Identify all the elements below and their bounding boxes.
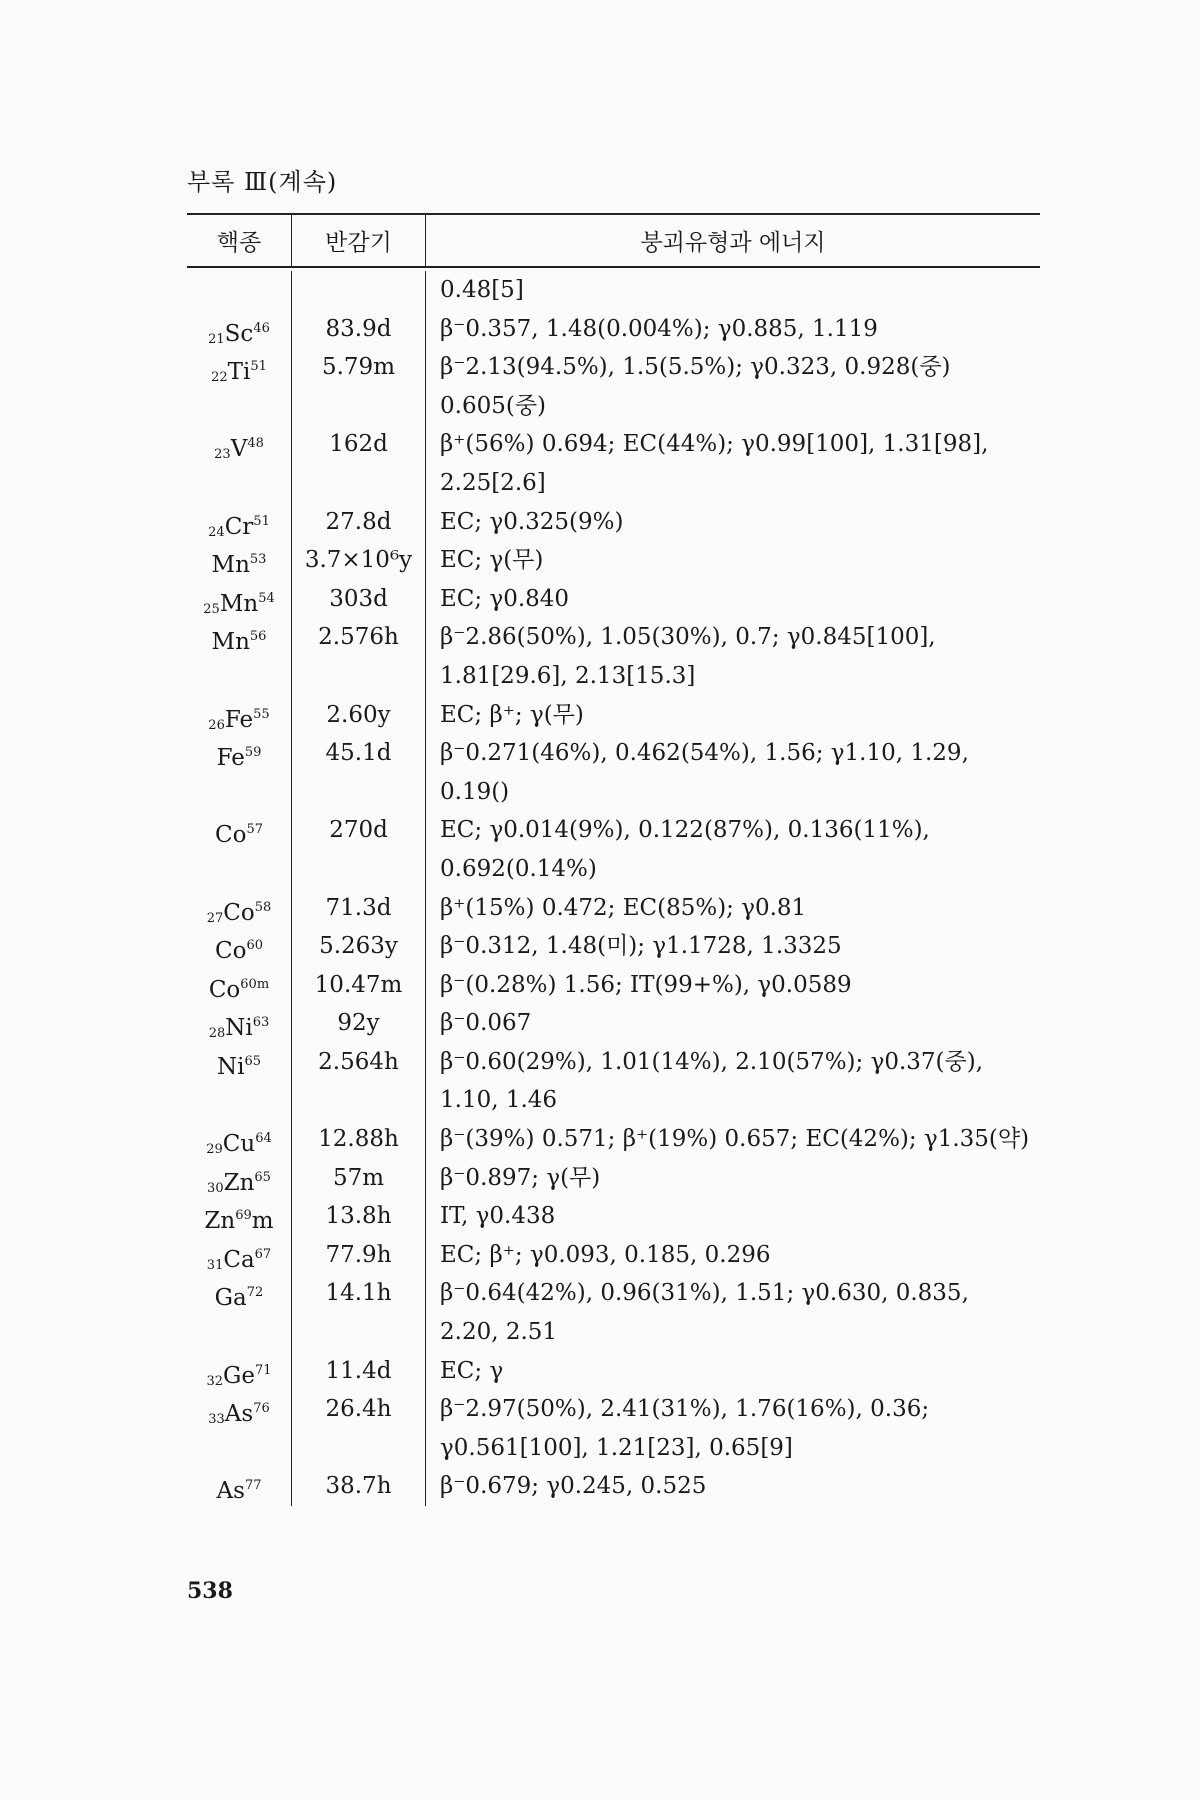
- mass-number: 55: [253, 706, 270, 722]
- element-symbol: Fe: [216, 745, 245, 772]
- atomic-number: 29: [206, 1142, 223, 1158]
- table-row: [187, 1004, 1040, 1043]
- table-row: [187, 1197, 1040, 1236]
- table-row: [187, 1081, 1040, 1120]
- decay-cell: 2.25[2.6]: [425, 464, 1040, 503]
- nuclide-cell: [187, 1043, 291, 1082]
- decay-cell: 2.20, 2.51: [425, 1313, 1040, 1352]
- nuclide-table: [187, 213, 1040, 1506]
- table-row: [187, 271, 1040, 310]
- element-symbol: As: [216, 1478, 245, 1505]
- table-row: [187, 387, 1040, 426]
- decay-cell: β⁻2.86(50%), 1.05(30%), 0.7; γ0.845[100],: [425, 618, 1040, 657]
- nuclide-cell: [187, 425, 291, 464]
- table-row: [187, 618, 1040, 657]
- table-row: [187, 1467, 1040, 1506]
- decay-cell: EC; β⁺; γ(무): [425, 696, 1040, 735]
- decay-cell: β⁺(15%) 0.472; EC(85%); γ0.81: [425, 889, 1040, 928]
- mass-number: 76: [253, 1401, 270, 1417]
- mass-number: 46: [253, 320, 270, 336]
- decay-cell: β⁻0.312, 1.48(미); γ1.1728, 1.3325: [425, 927, 1040, 966]
- element-symbol: Cu: [222, 1131, 256, 1158]
- halflife-cell: 303d: [291, 580, 425, 619]
- table-row: [187, 310, 1040, 349]
- decay-cell: EC; γ0.325(9%): [425, 503, 1040, 542]
- element-symbol: Co: [215, 822, 247, 849]
- decay-cell: 1.81[29.6], 2.13[15.3]: [425, 657, 1040, 696]
- halflife-cell: [291, 387, 425, 426]
- atomic-number: 28: [208, 1026, 226, 1042]
- halflife-cell: 5.79m: [291, 348, 425, 387]
- element-symbol: Ga: [214, 1285, 247, 1312]
- nuclide-cell: [187, 1352, 291, 1391]
- nuclide-cell: [187, 734, 291, 773]
- table-row: [187, 1352, 1040, 1391]
- mass-number: 65: [244, 1053, 262, 1069]
- decay-cell: β⁻(39%) 0.571; β⁺(19%) 0.657; EC(42%); γ1.35(약): [425, 1120, 1040, 1159]
- element-symbol: Fe: [224, 706, 254, 733]
- decay-cell: γ0.561[100], 1.21[23], 0.65[9]: [425, 1429, 1040, 1468]
- atomic-number: 33: [208, 1412, 225, 1428]
- element-symbol: Ni: [216, 1053, 245, 1080]
- nuclide-cell: [187, 850, 291, 889]
- mass-number: 51: [250, 359, 267, 375]
- halflife-cell: 3.7×10⁶y: [291, 541, 425, 580]
- nuclide-cell: [187, 618, 291, 657]
- table-row: [187, 425, 1040, 464]
- halflife-cell: [291, 1313, 425, 1352]
- nuclide-cell: [187, 966, 291, 1005]
- decay-cell: 0.605(중): [425, 387, 1040, 426]
- nuclide-cell: [187, 387, 291, 426]
- nuclide-cell: [187, 1429, 291, 1468]
- atomic-number: 22: [211, 370, 228, 386]
- halflife-cell: 83.9d: [291, 310, 425, 349]
- nuclide-cell: [187, 1390, 291, 1429]
- nuclide-cell: [187, 464, 291, 503]
- col-nuclide-header: 핵종: [216, 230, 262, 256]
- mass-number: 56: [249, 629, 267, 645]
- element-symbol: Ca: [223, 1246, 255, 1273]
- decay-cell: β⁺(56%) 0.694; EC(44%); γ0.99[100], 1.31[98],: [425, 425, 1040, 464]
- halflife-cell: [291, 657, 425, 696]
- nuclide-cell: [187, 1197, 291, 1236]
- decay-cell: β⁻0.64(42%), 0.96(31%), 1.51; γ0.630, 0.835,: [425, 1274, 1040, 1313]
- table-row: [187, 1429, 1040, 1468]
- element-symbol: Mn: [211, 629, 250, 656]
- atomic-number: 21: [208, 331, 225, 347]
- table-row: [187, 811, 1040, 850]
- page-number: 538: [187, 1578, 233, 1604]
- nuclide-cell: [187, 271, 291, 310]
- decay-cell: β⁻0.897; γ(무): [425, 1159, 1040, 1198]
- table-header: [187, 213, 1040, 268]
- mass-number: 77: [244, 1478, 262, 1494]
- nuclide-cell: [187, 657, 291, 696]
- decay-cell: β⁻0.60(29%), 1.01(14%), 2.10(57%); γ0.37(중),: [425, 1043, 1040, 1082]
- mass-number: 72: [246, 1285, 264, 1301]
- col-halflife-header: 반감기: [291, 215, 425, 266]
- halflife-cell: 2.576h: [291, 618, 425, 657]
- mass-number: 60: [246, 938, 263, 954]
- element-symbol: Sc: [224, 320, 254, 347]
- decay-cell: β⁻0.067: [425, 1004, 1040, 1043]
- halflife-cell: 162d: [291, 425, 425, 464]
- nuclide-cell: [187, 580, 291, 619]
- element-symbol: Ge: [223, 1362, 255, 1389]
- halflife-cell: 45.1d: [291, 734, 425, 773]
- element-symbol: Cr: [224, 513, 254, 540]
- decay-cell: EC; γ0.840: [425, 580, 1040, 619]
- element-symbol: Mn: [219, 590, 259, 617]
- nuclide-cell: [187, 1159, 291, 1198]
- mass-number: 71: [254, 1362, 272, 1378]
- mass-number: 63: [252, 1015, 270, 1031]
- nuclide-cell: [187, 889, 291, 928]
- table-row: [187, 541, 1040, 580]
- decay-cell: EC; β⁺; γ0.093, 0.185, 0.296: [425, 1236, 1040, 1275]
- nuclide-cell: [187, 927, 291, 966]
- halflife-cell: 71.3d: [291, 889, 425, 928]
- halflife-cell: 12.88h: [291, 1120, 425, 1159]
- table-row: [187, 773, 1040, 812]
- decay-cell: β⁻2.13(94.5%), 1.5(5.5%); γ0.323, 0.928(중): [425, 348, 1040, 387]
- nuclide-cell: [187, 503, 291, 542]
- atomic-number: 32: [206, 1373, 223, 1389]
- atomic-number: 23: [214, 447, 231, 463]
- decay-cell: β⁻0.679; γ0.245, 0.525: [425, 1467, 1040, 1506]
- table-row: [187, 734, 1040, 773]
- mass-number: 59: [244, 745, 262, 761]
- decay-cell: β⁻2.97(50%), 2.41(31%), 1.76(16%), 0.36;: [425, 1390, 1040, 1429]
- mass-number: 64: [255, 1131, 272, 1147]
- atomic-number: 24: [208, 524, 225, 540]
- halflife-cell: 11.4d: [291, 1352, 425, 1391]
- table-row: [187, 1120, 1040, 1159]
- halflife-cell: 26.4h: [291, 1390, 425, 1429]
- mass-number: 69: [235, 1208, 252, 1224]
- atomic-number: 31: [206, 1257, 224, 1273]
- element-symbol: V: [230, 436, 248, 463]
- halflife-cell: [291, 464, 425, 503]
- appendix-heading: 부록 Ⅲ(계속): [187, 168, 338, 196]
- table-row: [187, 850, 1040, 889]
- decay-cell: β⁻0.357, 1.48(0.004%); γ0.885, 1.119: [425, 310, 1040, 349]
- halflife-cell: 14.1h: [291, 1274, 425, 1313]
- decay-cell: 0.19(): [425, 773, 1040, 812]
- table-row: [187, 927, 1040, 966]
- element-symbol: Ni: [225, 1015, 253, 1042]
- nuclide-cell: [187, 811, 291, 850]
- mass-number: 51: [253, 513, 270, 529]
- table-row: [187, 503, 1040, 542]
- mass-number: 67: [254, 1246, 272, 1262]
- atomic-number: 26: [208, 717, 225, 733]
- halflife-cell: 77.9h: [291, 1236, 425, 1275]
- table-row: [187, 464, 1040, 503]
- decay-cell: 0.48[5]: [425, 271, 1040, 310]
- decay-cell: β⁻(0.28%) 1.56; IT(99+%), γ0.0589: [425, 966, 1040, 1005]
- nuclide-cell: [187, 1120, 291, 1159]
- element-symbol: Co: [208, 976, 241, 1003]
- atomic-number: 30: [207, 1180, 224, 1196]
- nuclide-cell: [187, 541, 291, 580]
- halflife-cell: 2.564h: [291, 1043, 425, 1082]
- element-symbol: Co: [215, 938, 247, 965]
- halflife-cell: 10.47m: [291, 966, 425, 1005]
- decay-cell: 1.10, 1.46: [425, 1081, 1040, 1120]
- halflife-cell: 38.7h: [291, 1467, 425, 1506]
- decay-cell: β⁻0.271(46%), 0.462(54%), 1.56; γ1.10, 1.29,: [425, 734, 1040, 773]
- table-row: [187, 1313, 1040, 1352]
- halflife-cell: 92y: [291, 1004, 425, 1043]
- table-row: [187, 580, 1040, 619]
- table-row: [187, 1236, 1040, 1275]
- table-row: [187, 889, 1040, 928]
- halflife-cell: 5.263y: [291, 927, 425, 966]
- element-symbol: Ti: [227, 359, 251, 386]
- nuclide-cell: [187, 1004, 291, 1043]
- element-symbol: As: [224, 1401, 254, 1428]
- element-symbol: Co: [223, 899, 255, 926]
- halflife-cell: 57m: [291, 1159, 425, 1198]
- nuclide-cell: [187, 1467, 291, 1506]
- table-row: [187, 1159, 1040, 1198]
- halflife-cell: [291, 1429, 425, 1468]
- nuclide-cell: [187, 1236, 291, 1275]
- table-row: [187, 696, 1040, 735]
- element-symbol: Zn: [223, 1169, 255, 1196]
- halflife-cell: 2.60y: [291, 696, 425, 735]
- table-row: [187, 348, 1040, 387]
- halflife-cell: [291, 271, 425, 310]
- isomer-suffix: m: [251, 1208, 274, 1235]
- halflife-cell: [291, 850, 425, 889]
- col-decay-header: 붕괴유형과 에너지: [425, 215, 1040, 266]
- halflife-cell: [291, 1081, 425, 1120]
- nuclide-cell: [187, 1274, 291, 1313]
- atomic-number: 25: [203, 601, 220, 617]
- table-row: [187, 966, 1040, 1005]
- decay-cell: 0.692(0.14%): [425, 850, 1040, 889]
- table-row: [187, 1390, 1040, 1429]
- halflife-cell: [291, 773, 425, 812]
- nuclide-cell: [187, 310, 291, 349]
- nuclide-cell: [187, 1081, 291, 1120]
- halflife-cell: 27.8d: [291, 503, 425, 542]
- element-symbol: Zn: [204, 1208, 236, 1235]
- mass-number: 54: [258, 590, 275, 606]
- halflife-cell: 13.8h: [291, 1197, 425, 1236]
- halflife-cell: 270d: [291, 811, 425, 850]
- decay-cell: IT, γ0.438: [425, 1197, 1040, 1236]
- mass-number: 53: [249, 552, 267, 568]
- table-body: [187, 271, 1040, 1506]
- table-row: [187, 657, 1040, 696]
- nuclide-cell: [187, 348, 291, 387]
- mass-number: 57: [246, 822, 263, 838]
- mass-number: 65: [254, 1169, 271, 1185]
- decay-cell: EC; γ0.014(9%), 0.122(87%), 0.136(11%),: [425, 811, 1040, 850]
- table-row: [187, 1043, 1040, 1082]
- mass-number: 58: [254, 899, 272, 915]
- nuclide-cell: [187, 773, 291, 812]
- nuclide-cell: [187, 1313, 291, 1352]
- mass-number: 48: [247, 436, 264, 452]
- mass-number: 60m: [240, 976, 270, 992]
- decay-cell: EC; γ: [425, 1352, 1040, 1391]
- element-symbol: Mn: [211, 552, 250, 579]
- table-row: [187, 1274, 1040, 1313]
- decay-cell: EC; γ(무): [425, 541, 1040, 580]
- nuclide-cell: [187, 696, 291, 735]
- atomic-number: 27: [206, 910, 224, 926]
